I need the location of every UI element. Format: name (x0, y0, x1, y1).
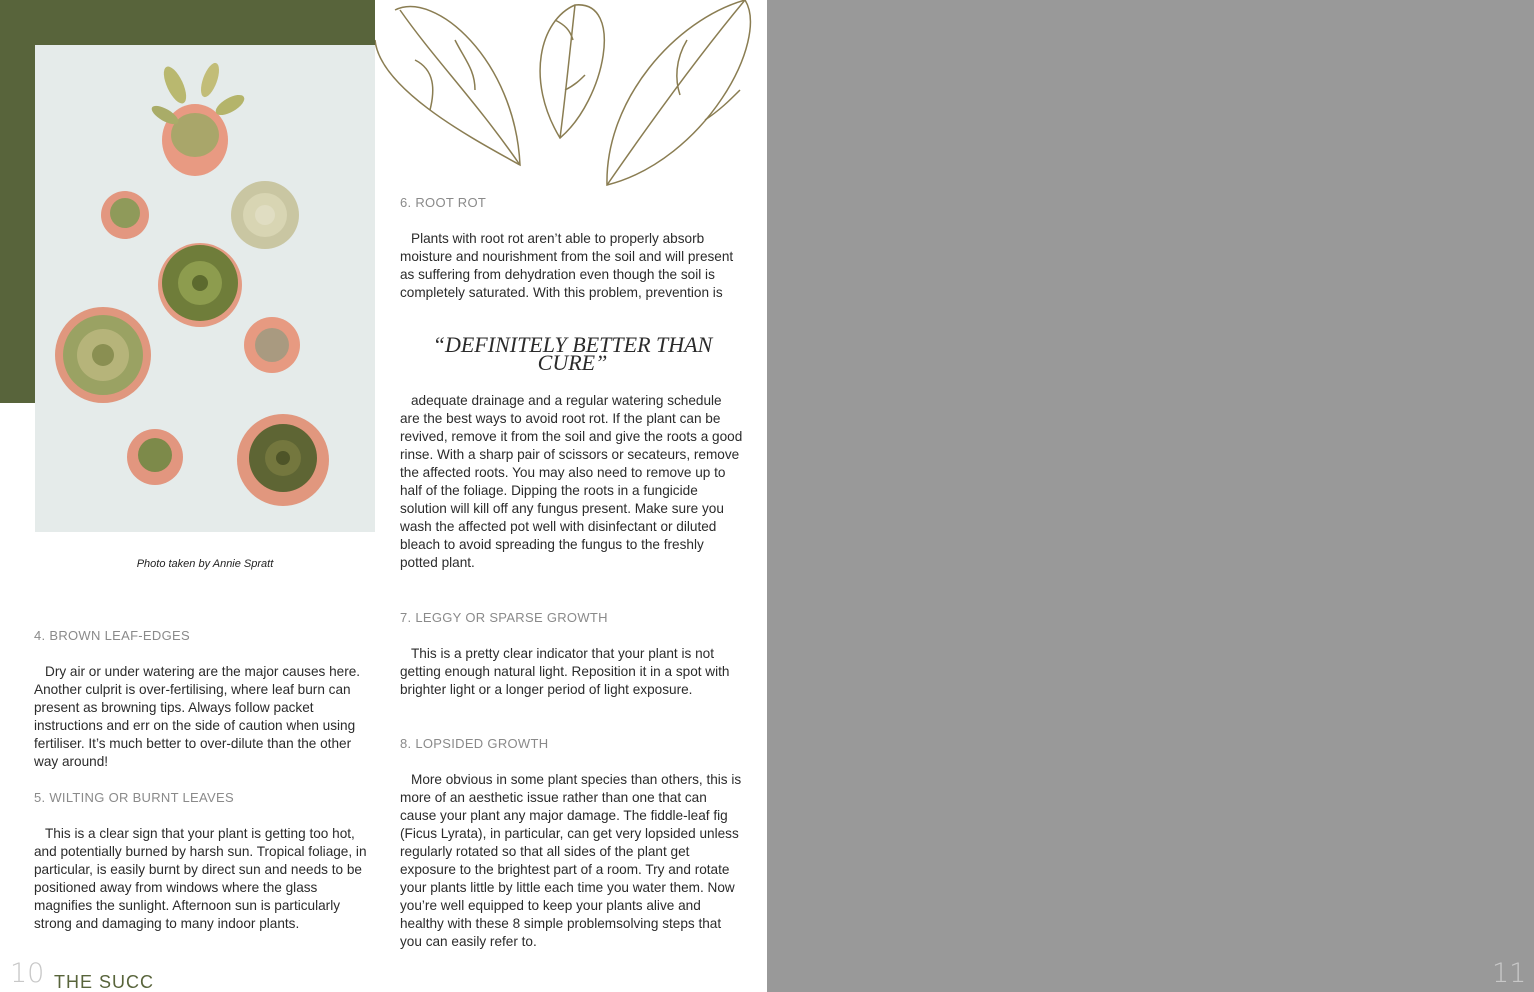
succulent-pot (127, 429, 183, 485)
section-body-root-rot-continued: adequate drainage and a regular watering schedule are the best ways to avoid root rot. If the plant can be revived, remove it from the soil and give the roots a good rinse. With a sharp pair of scissors or secateurs, remove the affected roots. You may also need to remove up to half of the foliage. Dipping the roots in a fungicide solution will kill off any fungus present. Make sure you wash the affected pot well with disinfectant or diluted bleach to avoid spreading the fungus to the freshly potted plant. (400, 393, 743, 570)
section-body-leggy-growth: This is a pretty clear indicator that your plant is not getting enough natural light. Reposition it in a spot with brighter light or a longer period of light exposure. (400, 646, 730, 697)
section-heading-root-rot: 6. ROOT ROT (400, 195, 487, 210)
section-body-lopsided-growth: More obvious in some plant species than others, this is more of an aesthetic issue rather than one that can cause your plant any major damage. The fiddle-leaf fig (Ficus Lyrata), in particular, can get very lopsided unless regularly rotated so that all sides of the plant get exposure to the brightest part of a room. Try and rotate your plants little by little each time you water them. Now you’re well equipped to keep your plants alive and healthy with these 8 simple problemsolving steps that you can easily refer to. (400, 772, 742, 949)
succulent-pot (237, 414, 329, 506)
succulent-pot (158, 243, 242, 327)
succulent-pot (231, 181, 299, 249)
section-heading-leggy-growth: 7. LEGGY OR SPARSE GROWTH (400, 610, 608, 625)
pull-quote: “DEFINITELY BETTER THAN CURE” (432, 332, 713, 375)
section-body-brown-leaf-edges: Dry air or under watering are the major causes here. Another culprit is over-fertilising, where leaf burn can present as browning tips. Always follow packet instructions and err on the side of caution when using fertiliser. It’s much better to over-dilute than the other way around! (34, 664, 361, 769)
right-page (767, 0, 1534, 992)
succulent-pot (244, 317, 300, 373)
leaf-icon (375, 0, 767, 195)
section-heading-lopsided-growth: 8. LOPSIDED GROWTH (400, 736, 549, 751)
magazine-title: THE SUCC (54, 972, 155, 992)
photo-caption: Photo taken by Annie Spratt (136, 558, 274, 570)
page-number-left: 10 (10, 958, 45, 989)
section-heading-wilting: 5. WILTING OR BURNT LEAVES (34, 790, 234, 805)
succulent-photo (35, 45, 375, 532)
section-heading-brown-leaf-edges: 4. BROWN LEAF-EDGES (34, 628, 190, 643)
section-body-wilting: This is a clear sign that your plant is getting too hot, and potentially burned by harsh sun. Tropical foliage, in particular, is easily burnt by direct sun and needs to be positioned away from windows where the glass magnifies the sunlight. Afternoon sun is particularly strong and damaging to many indoor plants. (34, 826, 367, 931)
section-body-root-rot: Plants with root rot aren’t able to properly absorb moisture and nourishment from the soil and will present as suffering from dehydration even though the soil is completely saturated. With this problem, prevention is (400, 231, 734, 300)
succulent-pot (101, 191, 149, 239)
page-number-right: 11 (1492, 958, 1527, 989)
succulent-pot (55, 307, 151, 403)
